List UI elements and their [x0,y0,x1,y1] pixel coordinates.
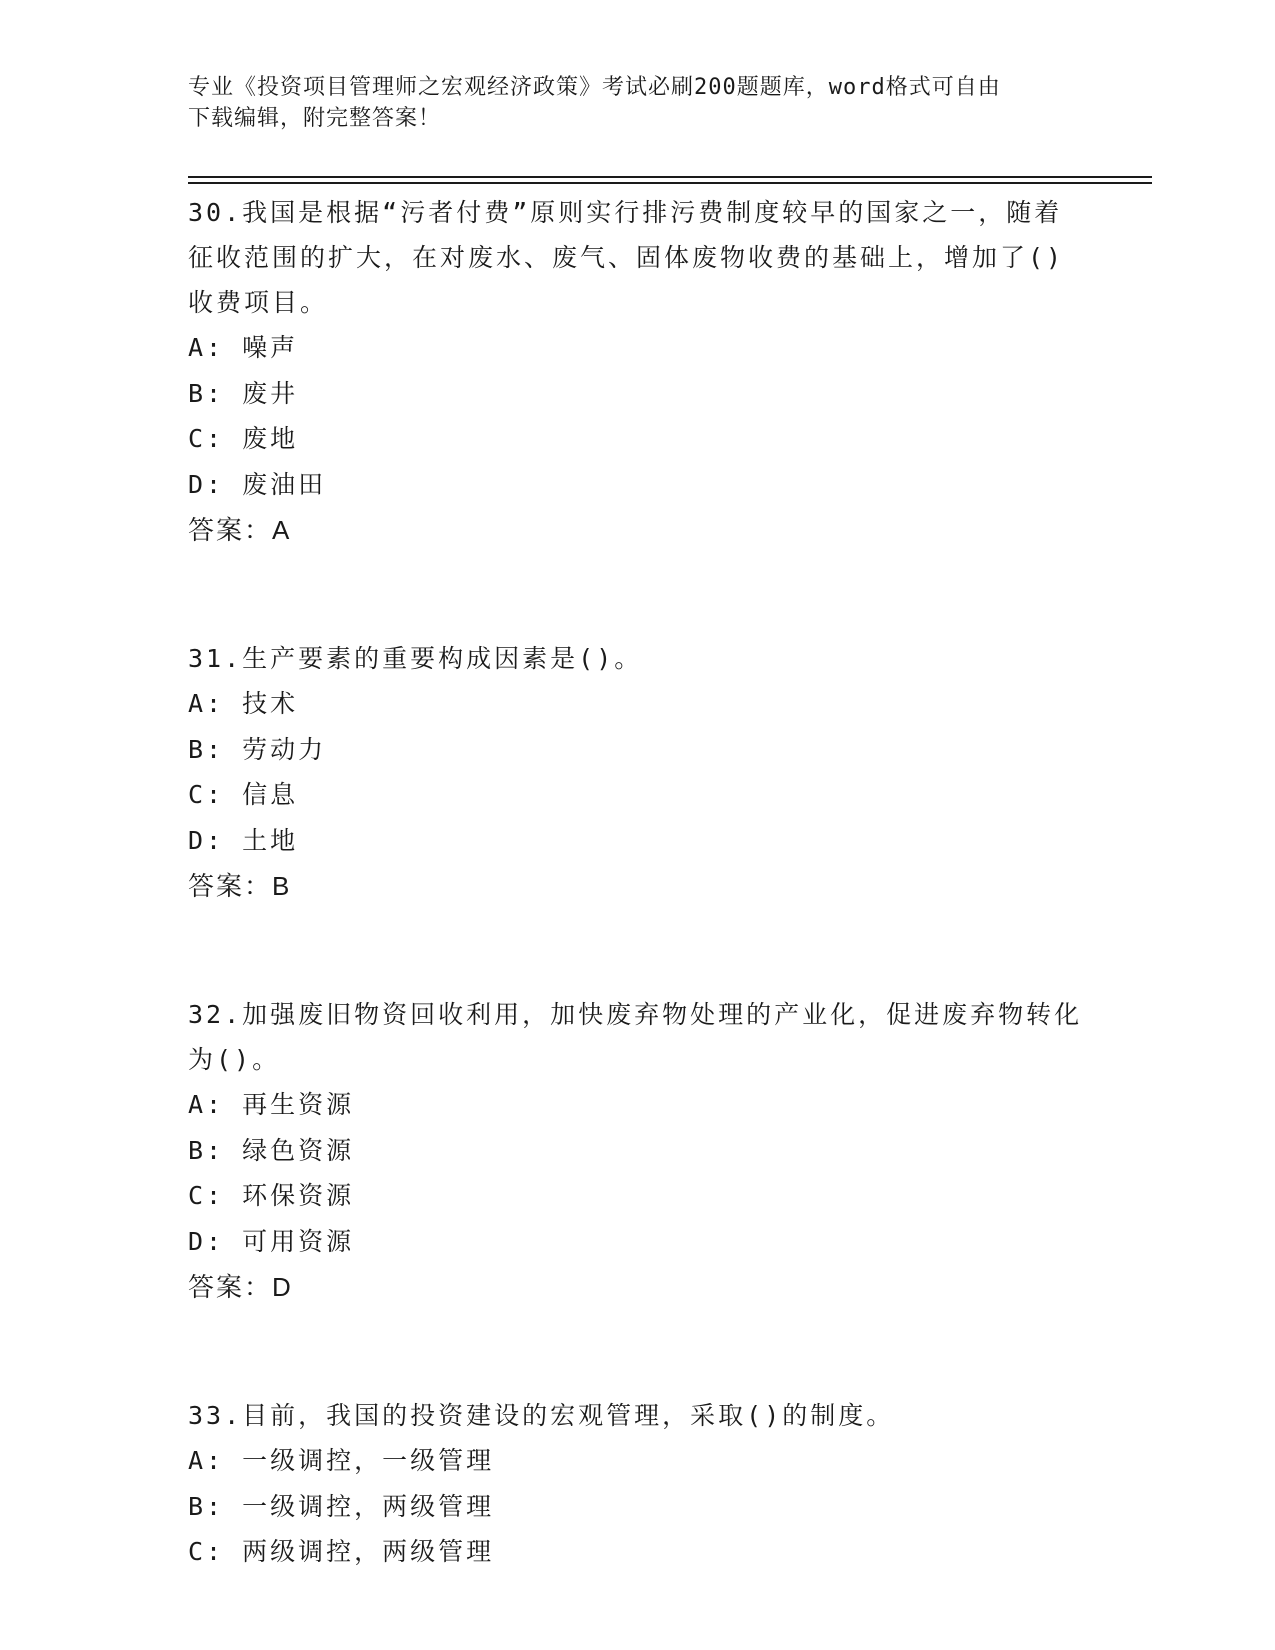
question-stem: 31.生产要素的重要构成因素是()。 [188,644,643,673]
option-b: B: 绿色资源 [188,1135,355,1165]
option-b: B: 一级调控，两级管理 [188,1491,495,1521]
document-header [188,72,1068,134]
option-c: C: 环保资源 [188,1181,355,1210]
option-b: B: 废井 [188,378,299,408]
option-d: D: 废油田 [188,469,327,499]
question-list [188,190,1088,1575]
question-stem: 32.加强废旧物资回收利用，加快废弃物处理的产业化，促进废弃物转化为()。 [188,1000,1083,1074]
question-stem: 30.我国是根据“污者付费”原则实行排污费制度较早的国家之一，随着征收范围的扩大，在对废水、废气、固体废物收费的基础上，增加了()收费项目。 [188,198,1065,317]
option-a: A: 技术 [188,689,299,718]
option-a: A: 再生资源 [188,1090,355,1119]
option-d: D: 土地 [188,825,299,855]
option-c: C: 两级调控，两级管理 [188,1537,495,1566]
answer-label: 答案：B [188,871,292,901]
option-d: D: 可用资源 [188,1226,355,1256]
option-a: A: 一级调控，一级管理 [188,1446,495,1475]
option-c: C: 废地 [188,424,299,453]
option-a: A: 噪声 [188,333,299,362]
question-33 [188,1393,1088,1575]
question-spacer [188,909,1088,992]
option-c: C: 信息 [188,780,299,809]
option-b: B: 劳动力 [188,734,327,764]
question-spacer [188,553,1088,636]
answer-label: 答案：A [188,515,292,545]
answer-label: 答案：D [188,1272,293,1302]
header-line-2: 下载编辑，附完整答案！ [188,106,442,131]
question-31 [188,636,1088,909]
header-divider-bottom [188,182,1152,184]
question-stem: 33.目前，我国的投资建设的宏观管理，采取()的制度。 [188,1401,895,1430]
question-32 [188,992,1088,1310]
question-30 [188,190,1088,553]
header-divider-top [188,176,1152,178]
header-line-1: 专业《投资项目管理师之宏观经济政策》考试必刷200题题库，word格式可自由 [188,75,1001,100]
question-spacer [188,1310,1088,1393]
